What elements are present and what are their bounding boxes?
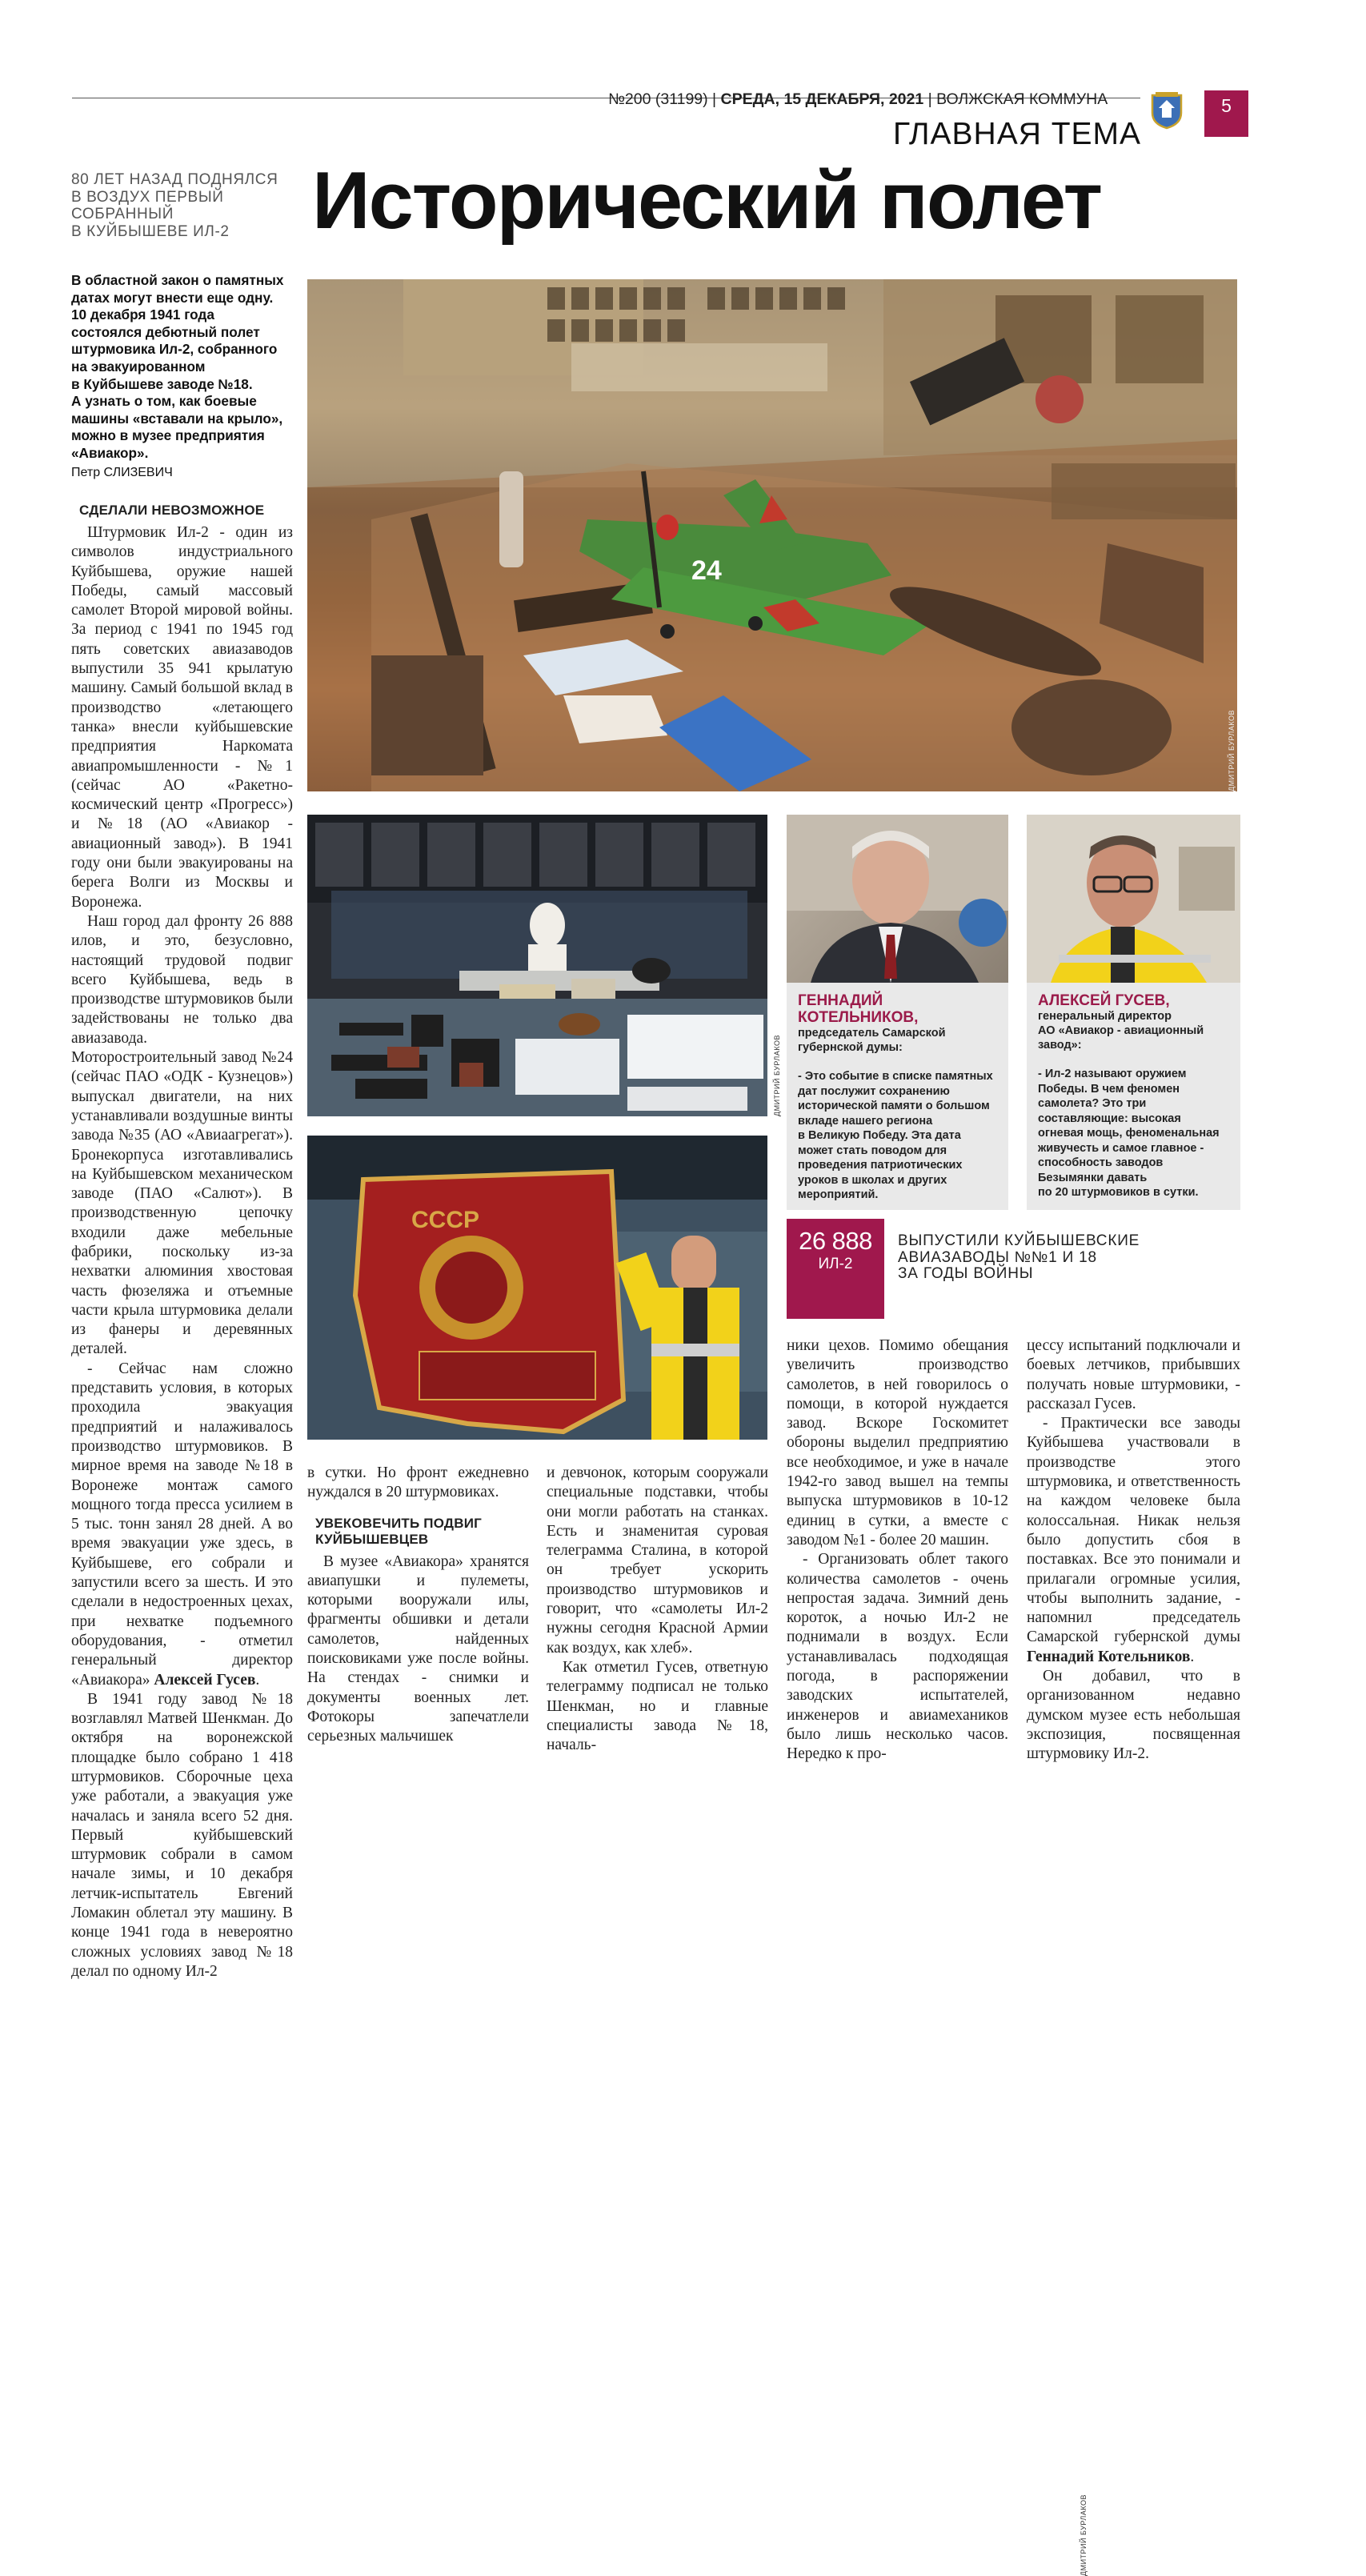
lead-line: А узнать о том, как боевые <box>71 393 257 410</box>
quote-position-line: завод»: <box>1038 1039 1082 1052</box>
section-title: ГЛАВНАЯ ТЕМА <box>893 117 1142 151</box>
quote-box-gusev <box>1027 815 1240 1210</box>
quote-text-line: проведения патриотических <box>798 1159 963 1172</box>
plane-tail-number: 24 <box>691 555 722 586</box>
lead <box>71 272 303 481</box>
museum-showcase-bust-photo <box>307 815 781 1116</box>
banner-illustration <box>307 1136 767 1440</box>
banner-text: СССР <box>411 1207 480 1233</box>
quote-name-line: КОТЕЛЬНИКОВ, <box>798 1009 919 1026</box>
portrait-gusev <box>1027 815 1240 983</box>
kicker-line: СОБРАННЫЙ <box>71 206 174 222</box>
lead-line: состоялся дебютный полет <box>71 323 260 340</box>
speaker-name: Геннадий Котельников <box>1027 1648 1191 1665</box>
paragraph: В 1941 году завод №18 возглавлял Матвей Шенкман. До октября на воронежской площадке было собрано 1 418 штурмовиков. Сборочные цеха уже работали, а эвакуация уже началась и заняла всего 52 дня. Первый куйбышевский штурмовик собрали в самом начале зимы, и 10 декабря летчик-испытатель Евгений Ломакин облетал эту машину. В конце 1941 года в невероятно сложных условиях завод №18 делал по одному Ил-2 <box>71 1690 293 1980</box>
quote-position <box>798 1026 1002 1055</box>
paragraph-text: - Сейчас нам сложно представить условия, в которых проходила эвакуация предприятий и налаживалось производство штурмовиков. В мирное время на заводе №18 в Воронеже монтаж самого мощного тогда пресса усилием в 5 тыс. тонн занял 28 дней. А во время эвакуации уже здесь, в Куйбышеве, его собрали и запустили всего за шесть. И это сделали в недостроенных цехах, при нехватке подъемного оборудования, - отметил генеральный директор «Авиакора» <box>71 1360 293 1689</box>
body-column-4 <box>787 1336 1008 1765</box>
quote-position-line: генеральный директор <box>1038 1010 1172 1023</box>
photo-credit: ДМИТРИЙ БУРЛАКОВ <box>1228 710 1236 791</box>
quote-text-line: - Это событие в списке памятных <box>798 1070 993 1083</box>
quote-text <box>798 1069 1002 1203</box>
quote-name-line: ГЕННАДИЙ <box>798 992 883 1009</box>
paragraph: и девчонок, которым сооружали специальные подставки, чтобы они могли работать на станках. Есть и знаменитая суровая телеграмма Сталина, в которой он требует ускорить производство штурмовиков и говорит, что «самолеты Ил-2 нужны сегодня Красной Армии как воздух, как хлеб». <box>547 1464 768 1657</box>
quote-text-line: способность заводов <box>1038 1156 1164 1169</box>
showcase-illustration <box>307 815 767 1116</box>
headline: Исторический полет <box>312 156 1102 246</box>
quote-text-line: дат послужит сохранению <box>798 1084 950 1098</box>
museum-il2-model-photo <box>307 279 1237 791</box>
quote-position <box>1038 1009 1234 1052</box>
portrait-illustration <box>787 815 1008 983</box>
paragraph: - Сейчас нам сложно представить условия, в которых проходила эвакуация предприятий и налаживалось производство штурмовиков. В мирное время на заводе №18 в Воронеже монтаж самого мощного тогда пресса усилием в 5 тыс. тонн занял 28 дней. А во время эвакуации уже здесь, в Куйбышеве, его собрали и запустили всего за шесть. И это сделали в недостроенных цехах, при нехватке подъемного оборудования, - отметил генеральный директор «Авиакора» Алексей Гусев. <box>71 1360 293 1689</box>
portrait-kotelnikov <box>787 815 1008 983</box>
paragraph: - Практически все заводы Куйбышева участвовали в производстве этого штурмовика, и ответственность на каждом человеке была колоссальная. Никак нельзя было допустить сбоя в поставках. Все это понимали и прилагали огромные усилия, чтобы выполнить задание, - напомнил председатель Самарской губернской думы Геннадий Котельников. <box>1027 1415 1240 1665</box>
fact-text <box>898 1233 1140 1283</box>
photo-credit: ДМИТРИЙ БУРЛАКОВ <box>773 1035 781 1116</box>
paragraph-text: - Практически все заводы Куйбышева участвовали в производстве этого штурмовика, и ответственность на каждом человеке была колоссальная. Никак нельзя было допустить сбоя в поставках. Все это понимали и прилагали огромные усилия, чтобы выполнить задание, - напомнил председатель Самарской губернской думы <box>1027 1415 1240 1646</box>
lead-line: датах могут внести еще одну. <box>71 289 274 306</box>
fact-unit: ИЛ-2 <box>818 1256 853 1272</box>
subhead-1: СДЕЛАЛИ НЕВОЗМОЖНОЕ <box>79 503 265 518</box>
quote-text-line: мероприятий. <box>798 1188 879 1201</box>
quote-text-line: Победы. В чем феномен <box>1038 1082 1180 1096</box>
lead-line: на эвакуированном <box>71 358 206 375</box>
paragraph: Наш город дал фронту 26 888 илов, и это, безусловно, настоящий трудовой подвиг всего Куйбышева, ведь в производстве штурмовиков были задействованы не только два авиазавода. Моторостроительный завод №24 (сейчас ПАО «ОДК - Кузнецов») выпускал двигатели, на них устанавливали воздушные винты завода №35 (АО «Авиаагрегат»). Бронекорпуса изготавливались на Куйбышевском механическом заводе (ПАО «Салют»). В производственную цепочку входили даже мебельные фабрики, поскольку из-за нехватки алюминия хвостовая часть фюзеляжа и отъемные части крыла штурмовика делали из фанеры и деревянных деталей. <box>71 912 293 1358</box>
paragraph: Он добавил, что в организованном недавно думском музее есть небольшая экспозиция, посвященная штурмовику Ил-2. <box>1027 1668 1240 1763</box>
quote-text-line: Безымянки давать <box>1038 1171 1148 1184</box>
museum-scene-illustration <box>307 279 1237 791</box>
lead-line: «Авиакор». <box>71 444 149 461</box>
quote-position-line: АО «Авиакор - авиационный <box>1038 1024 1204 1037</box>
quote-text-line: исторической памяти о большом <box>798 1100 990 1112</box>
lead-line: в Куйбышеве заводе №18. <box>71 375 253 392</box>
lead-line: можно в музее предприятия <box>71 427 265 444</box>
page-number-box <box>1204 90 1248 137</box>
body-column-1 <box>71 496 293 1981</box>
speaker-name: Алексей Гусев <box>154 1671 256 1689</box>
page-number: 5 <box>1221 95 1232 116</box>
region-coat-of-arms-icon <box>1149 90 1184 129</box>
photo-credit: ДМИТРИЙ БУРЛАКОВ <box>1080 2494 1088 2576</box>
quote-text <box>1038 1067 1234 1200</box>
issue-date: СРЕДА, 15 ДЕКАБРЯ, 2021 <box>720 90 924 108</box>
byline: Петр СЛИЗЕВИЧ <box>71 465 173 479</box>
paragraph: Как отметил Гусев, ответную телеграмму подписал не только Шенкман, но и главные специалисты завода №18, началь- <box>547 1658 768 1754</box>
paragraph: В музее «Авиакора» хранятся авиапушки и пулеметы, которыми вооружали илы, фрагменты обшивки и детали самолетов, найденных поисковиками уже после войны. На стендах - снимки и документы военных лет. Фотокоры запечатлели серьезных мальчишек <box>307 1552 529 1745</box>
fact-number: 26 888 <box>799 1227 872 1255</box>
lead-line: 10 декабря 1941 года <box>71 306 214 323</box>
body-column-2 <box>307 1464 529 1747</box>
quote-position-line: председатель Самарской <box>798 1027 946 1040</box>
lead-line: машины «вставали на крыло», <box>71 410 283 427</box>
lead-line: В областной закон о памятных <box>71 272 284 288</box>
quote-name-line: АЛЕКСЕЙ ГУСЕВ, <box>1038 992 1170 1009</box>
issue-number: №200 (31199) <box>608 90 708 108</box>
paragraph: ники цехов. Помимо обещания увеличить производство самолетов, в ней говорилось о помощи, в которой нуждается завод. Вскоре Госкомитет обороны выделил предприятию все необходимое, и уже в начале 1942-го завод вышел на темпы выпуска штурмовиков в 10-12 единиц в сутки, а вместе с заводом №1 - более 20 машин. <box>787 1337 1008 1548</box>
quote-position-line: губернской думы: <box>798 1041 903 1054</box>
quote-text-line: огневая мощь, феноменальная <box>1038 1127 1220 1140</box>
fact-box <box>787 1219 884 1319</box>
kicker <box>71 171 278 240</box>
paragraph: - Организовать облет такого количества самолетов - очень непростая задача. Зимний день короток, а ночью Ил-2 не поднимали в воздух. Если устанавливалась подходящая погода, в распоряжении заводских испытателей, инженеров и авиамехаников было лишь несколько часов. Нередко к про- <box>787 1551 1008 1763</box>
quote-body <box>798 992 1002 1203</box>
paragraph: Штурмовик Ил-2 - один из символов индустриального Куйбышева, оружие нашей Победы, самый массовый самолет Второй мировой войны. За период с 1941 по 1945 год пять советских авиазаводов выпустили 35 941 крылатую машину. Самый большой вклад в производство «летающего танка» внесли куйбышевские предприятия Наркомата авиапромышленности - №1 (сейчас АО «Ракетно-космический центр «Прогресс») и №18 (АО «Авиакор - авиационный завод»). В 1941 году они были эвакуированы на берега Волги из Москвы и Воронежа. <box>71 524 293 911</box>
quote-text-line: в Великую Победу. Эта дата <box>798 1129 961 1142</box>
issue-info: №200 (31199) | СРЕДА, 15 ДЕКАБРЯ, 2021 | ВОЛЖСКАЯ КОММУНА <box>608 90 1108 108</box>
fact-text-line: АВИАЗАВОДЫ №№1 И 18 <box>898 1248 1097 1266</box>
paragraph: в сутки. Но фронт ежедневно нуждался в 20 штурмовиках. <box>307 1464 529 1501</box>
body-column-5 <box>1027 1336 1240 1765</box>
subhead-2: УВЕКОВЕЧИТЬ ПОДВИГ КУЙБЫШЕВЦЕВ <box>315 1515 482 1547</box>
quote-text-line: уроков в школах и других <box>798 1173 947 1187</box>
quote-text-line: может стать поводом для <box>798 1144 947 1157</box>
body-column-3 <box>547 1464 768 1755</box>
quote-text-line: по 20 штурмовиков в сутки. <box>1038 1186 1199 1199</box>
kicker-line: В ВОЗДУХ ПЕРВЫЙ <box>71 188 224 206</box>
quote-text-line: самолета? Это три <box>1038 1097 1147 1110</box>
quote-box-kotelnikov <box>787 815 1008 1210</box>
paragraph: цессу испытаний подключали и боевых летчиков, прибывших получать новые штурмовики, - рассказал Гусев. <box>1027 1337 1240 1412</box>
quote-text-line: живучесть и самое главное - <box>1038 1141 1204 1155</box>
fact-text-line: ЗА ГОДЫ ВОЙНЫ <box>898 1265 1034 1282</box>
lead-line: штурмовика Ил-2, собранного <box>71 341 278 358</box>
paper-name: ВОЛЖСКАЯ КОММУНА <box>936 90 1108 108</box>
quote-text-line: - Ил-2 называют оружием <box>1038 1068 1187 1080</box>
portrait-illustration <box>1027 815 1240 983</box>
kicker-line: 80 ЛЕТ НАЗАД ПОДНЯЛСЯ <box>71 171 278 188</box>
quote-body <box>1038 992 1234 1200</box>
quote-text-line: вкладе нашего региона <box>798 1114 933 1128</box>
quote-text-line: составляющие: высокая <box>1038 1112 1181 1125</box>
fact-text-line: ВЫПУСТИЛИ КУЙБЫШЕВСКИЕ <box>898 1232 1140 1249</box>
kicker-line: В КУЙБЫШЕВЕ ИЛ-2 <box>71 222 230 240</box>
